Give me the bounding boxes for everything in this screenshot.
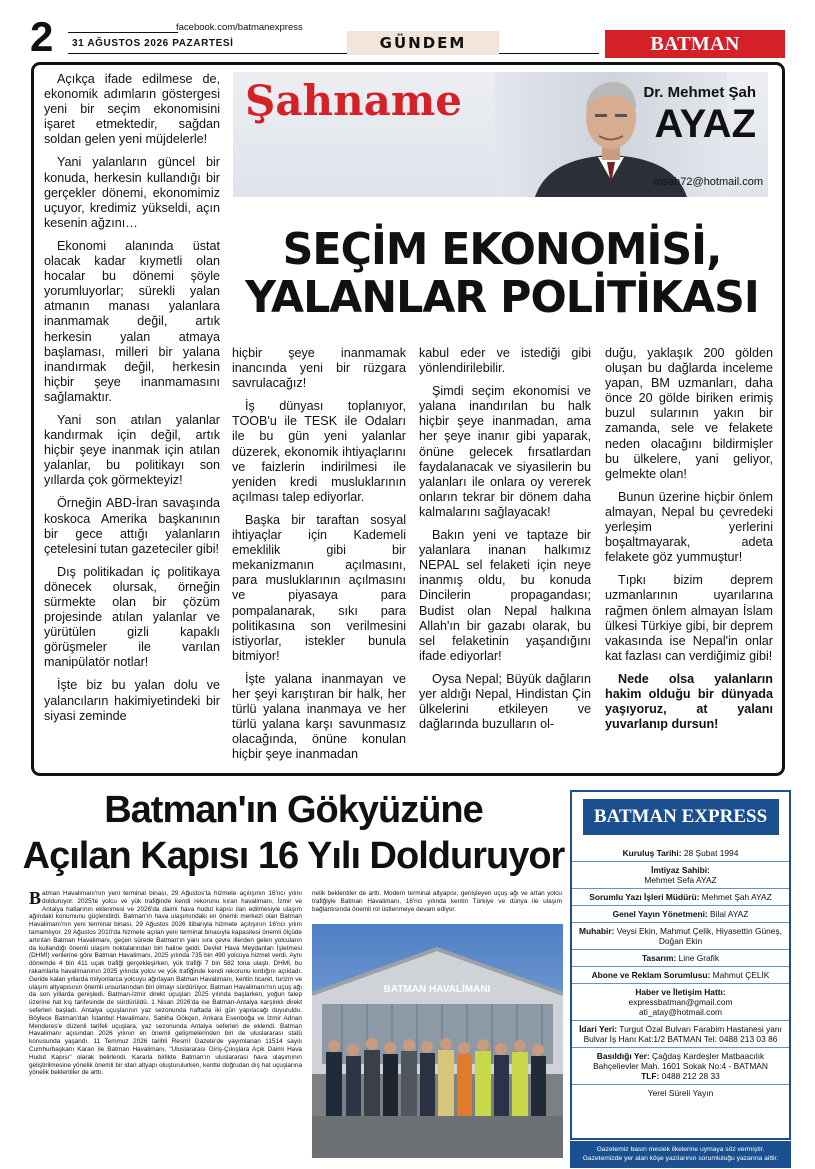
article-column-4 — [605, 346, 773, 740]
publisher-row: Genel Yayın Yönetmeni: Bilal AYAZ — [572, 905, 789, 922]
header-underline-right — [499, 53, 599, 54]
paragraph: Yani son atılan yalanlar kandırmak için değil, artık hiçbir şeye inanmak için atılan yalanlar, bu politikayı son yıllarda çok görmekteyiz! — [44, 412, 220, 488]
headline-line-2: YALANLAR POLİTİKASI — [245, 271, 759, 323]
owner-row: İmtiyaz Sahibi: Mehmet Sefa AYAZ — [572, 861, 789, 888]
news-headline-line-2: Açılan Kapısı 16 Yılı Dolduruyor — [22, 834, 565, 877]
office-row: İdari Yeri: Turgut Özal Bulvarı Farabim Hastanesi yanı Bulvar İş Hanı Kat:1/2 BATMAN Tel: 0488 213 03 86 — [572, 1020, 789, 1047]
news-column-1 — [29, 890, 302, 1158]
paragraph: Ekonomi alanında üstat olacak kadar kıymetli olan hocalar bu dönemi şöyle yorumluyorlar; sürekli yalan atmanın manası yalanlara inanmamak değil, artık herkesin yalan atmaya başlaması, milleri bir yalana inandırmak değil, herkesin hiçbir şeye inanmamasını sağlamaktır. — [44, 238, 220, 404]
paragraph: duğu, yaklaşık 200 gölden oluşan bu dağlarda inceleme yapan, BM uzmanları, daha önce 20 gölde biriken erimiş buzul sularının yakın bir zamanda, sele ve felakete neden olacağını bildirmişler bu ülkelere, yani geliyor, gelmekte olan! — [605, 346, 773, 481]
paragraph: Bunun üzerine hiçbir önlem almayan, Nepal bu çevredeki yerleşim yerlerini boşaltmayarak, adeta felakete göz yummuştur! — [605, 489, 773, 565]
header-rule — [68, 32, 178, 33]
page-number: 2 — [30, 13, 54, 60]
masthead-logo: BATMAN EXPRESS — [583, 799, 779, 835]
masthead-footer — [570, 1141, 791, 1168]
column-banner — [233, 72, 768, 197]
paragraph: Dış politikadan iç politikaya dönecek olursak, örneğin sürmekte olan bir çözüm projesinde atılan yalanlar ve yürütülen gizli kapaklı görüşmeler ile varılan manipülatör notlar! — [44, 564, 220, 670]
paragraph: Bakın yeni ve taptaze bir yalanlara inanan halkımız NEPAL sel felaketi için neye inanmış oldu, bu konuda Dincilerin propagandası; Budist olan Nepal halkına Allah'ın bir gazabı olarak, bu sel felaketinin yaşandığını ifade ediyorlar! — [419, 528, 591, 663]
news-headline — [22, 788, 565, 879]
paragraph: Başka bir taraftan sosyal ihtiyaçlar için Kademeli emeklilik gibi bir mekanizmanın açılmasını, para musluklarının açılmasını ve piyasaya para pompalanarak, sıkı para politikasına son verilmesini istiyorlar, istekler bunula bitmiyor! — [232, 512, 406, 663]
news-body: atman Havalimanı'nın yeni terminal binası, 29 Ağustos'ta hizmete açılışının 16'ncı yılını dolduruyor. 2025'te yolcu ve yük trafiğinde kendi rekorunu kıran havalimanı, İzmir ve Antalya hatlarının eklenmesi ve 2026'da daimi hava hudut kapısı ilan edilmesiyle ulaşım ağındaki konumunu güçlendirdi. Batman'ın hava ulaşımındaki en önemli merkezi olan Batman Havalimanı'nın yeni terminal binası, 29 Ağustos 2026 itibarıyla hizmete açılışının 16'ncı yılını tamamlıyor. 29 Ağustos 2010'da hizmete açılan yeni terminal binasıyla kapasitesi önemli ölçüde artırılan Batman Havalimanı, geçen sürede Batman'ın yanı sıra çevre illerden gelen yolcuların da kullandığı önemli ulaşım noktalarından biri haline geldi. Devlet Hava Meydanları İşletmesi (DHMİ) verilerine göre Batman Havalimanı, 2025 yılında 735 bin 490 yolcuya hizmet verdi. Aynı dönemde 4 bin 411 uçak trafiği gerçekleşirken, yük trafiği 7 bin 582 tona ulaştı. DHMİ, bu rakamlarla havalimanının 2025 yılında yolcu ve yük trafiğinde kendi rekorunu kırdığını açıkladı. Geride kalan yıllarda milyonlarca yolcuyu ağırlayan Batman Havalimanı, kentin ticaret, turizm ve ulaşım altyapısının önemli unsurlarından biri olmayı sürdürüyor. Batman Havalimanı'nın uçuş ağı da son yıllarda genişledi. Batman-İzmir direkt uçuşları 2025 yılında başlarken, yoğun talep üzerine hat kış tarifesinde de sürdürüldü. 1 Nisan 2026'da ise Batman-Antalya karşılıklı direkt seferleri başladı. Antalya uçuşlarının yaz sezonunda haftada iki gün yapılacağı duyuruldu. Böylece Batman'dan İstanbul Havalimanı, Sabiha Gökçen, Ankara Esenboğa ve İzmir Adnan Menderes'e düzenli tarifeli uçuşlara, yaz sezonunda Antalya seferleri de eklendi. Batman Havalimanı açısından 2026 yılının en önemli gelişmelerinden biri de uluslararası statü konusunda yaşandı. 11 Temmuz 2026 tarihli Resmî Gazete'de yayımlanan 11514 sayılı Cumhurbaşkanı Kararı ile Batman Havalimanı, "Uluslararası Giriş-Çıkışlara Açık Daimi Hava Hudut Kapısı" olarak belirlendi. Kararla birlikte Batman'ın uluslararası hava ulaşımının geliştirilmesine yönelik önemli bir idari altyapı oluşturulurken, kentte doğrudan dış hat uçuşlarına yönelik beklentiler de arttı. — [29, 890, 302, 1077]
author-name: Dr. Mehmet Şah — [643, 84, 756, 101]
airport-group-photo — [312, 924, 563, 1158]
paragraph: Açıkça ifade edilmese de, ekonomik adımların göstergesi yeni bir seçim ekonomisini işaret etmektedir, sağdan soldan gelen yeni müjdelerle! — [44, 72, 220, 147]
contact-email[interactable]: expressbatman@gmail.com — [628, 997, 733, 1007]
paragraph: İş dünyası toplanıyor, TOOB'u ile TESK ile Odaları ile bu gün yeni yalanlar düzerek, ekonomik ihtiyaçlarını ve faizlerin indirilmesi ile yeniden kredi musluklarının açılması talep ediyorlar. — [232, 399, 406, 504]
column-name: Şahname — [245, 76, 462, 125]
article-column-3 — [419, 346, 591, 740]
paragraph: Tıpkı bizim deprem uzmanlarının uyarılarına rağmen önlem almayan İslam ülkesi Türkiye gibi, bir deprem vakasında ise Nepal'in onlar kat fazlası can verdiğimiz gibi! — [605, 573, 773, 663]
header-underline — [68, 53, 353, 54]
printer-row: Basıldığı Yer: Çağdaş Kardeşler Matbaacılık Bahçelievler Mah. 1601 Sokak No:4 - BATMAN TLF: 0488 212 28 33 — [572, 1047, 789, 1084]
issue-date: 31 AĞUSTOS 2026 PAZARTESİ — [72, 38, 234, 49]
founded-row: Kuruluş Tarihi: 28 Şubat 1994 — [622, 848, 739, 858]
reporters-row: Muhabir: Veysi Ekin, Mahmut Çelik, Hiyasettin Güneş, Doğan Ekin — [572, 922, 789, 949]
ads-row: Abone ve Reklam Sorumlusu: Mahmut ÇELİK — [572, 966, 789, 983]
paragraph: Örneğin ABD-İran savaşında koskoca Amerika başkanının bir gece attığı yalanların çetelesini tutan gazeteciler gibi! — [44, 496, 220, 556]
publication-type: Yerel Süreli Yayın — [572, 1084, 789, 1101]
article-column-1 — [44, 72, 220, 732]
paragraph: İşte biz bu yalan dolu ve yalancıların hakimiyetindeki bir siyasi zeminde — [44, 678, 220, 723]
author-surname: AYAZ — [654, 102, 756, 146]
article-column-2 — [232, 346, 406, 770]
drop-cap: B — [29, 890, 42, 908]
newspaper-logo: BATMAN — [605, 30, 785, 58]
masthead-box — [570, 790, 791, 1140]
design-row: Tasarım: Line Grafik — [572, 949, 789, 966]
article-headline — [240, 226, 764, 321]
paragraph: İşte yalana inanmayan ve her şeyi karıştıran bir halk, her türlü yalana inanmaya ve her türlü yalana karşı savunmasız olacağında, önüne konulan hiçbir şeye inanmadan — [232, 671, 406, 762]
news-headline-line-1: Batman'ın Gökyüzüne — [104, 789, 483, 831]
airport-sign: BATMAN HAVALİMANI — [383, 984, 491, 995]
paragraph: kabul eder ve istediği gibi yönlendirilebilir. — [419, 346, 591, 376]
headline-line-1: SEÇİM EKONOMİSİ, — [282, 224, 722, 275]
facebook-link[interactable]: facebook.com/batmanexpress — [176, 22, 303, 33]
paragraph: Oysa Nepal; Büyük dağların yer aldığı Nepal, Hindistan Çin ülkelerini etkileyen ve dağlarında buzulların ol- — [419, 671, 591, 732]
responsibility-note: Gazetemizde yer alan köşe yazılarının sorumluluğu yazarına aittir. — [582, 1155, 779, 1162]
news-column-2: nelik beklentiler de arttı. Modern terminal altyapısı, genişleyen uçuş ağı ve artan yolcu trafiğiyle Batman Havalimanı, 16'ncı yılında kentin Türkiye ve dünya ile ulaşım bağlantısında önemli rol üstlenmeye devam ediyor. — [312, 890, 562, 913]
contact-row: Haber ve İletişim Hattı: expressbatman@gmail.com ati_atay@hotmail.com — [572, 983, 789, 1020]
author-email[interactable]: msah72@hotmail.com — [653, 176, 763, 188]
closing-paragraph: Nede olsa yalanların hakim olduğu bir dünyada yaşıyoruz, at yalanı yuvarlanıp dursun! — [605, 671, 773, 732]
section-label: GÜNDEM — [347, 31, 499, 55]
ethics-note: Gazetemiz basın meslek ilkelerine uymaya söz vermiştir. — [596, 1146, 765, 1153]
editor-row: Sorumlu Yazı İşleri Müdürü: Mehmet Şah AYAZ — [572, 888, 789, 905]
contact-email[interactable]: ati_atay@hotmail.com — [639, 1007, 722, 1017]
paragraph: hiçbir şeye inanmamak inancında yeni bir rüzgara savrulacağız! — [232, 346, 406, 391]
paragraph: Yani yalanların güncel bir konuda, herkesin kullandığı bir gerçekler dönemi, ekonomimiz uçuyor, kredimiz yükseldi, açın kesenin ağzını… — [44, 155, 220, 230]
paragraph: Şimdi seçim ekonomisi ve yalana inandırılan bu halk hiçbir şeye inanmadan, ama her şeye inanır gibi yaparak, önüne gelecek fırsatlardan faydalanacak ve siyasilerin bu yalanları ile onlara oy vererek onların tekrar bir dönem daha kalmalarını sağlayacak! — [419, 384, 591, 519]
